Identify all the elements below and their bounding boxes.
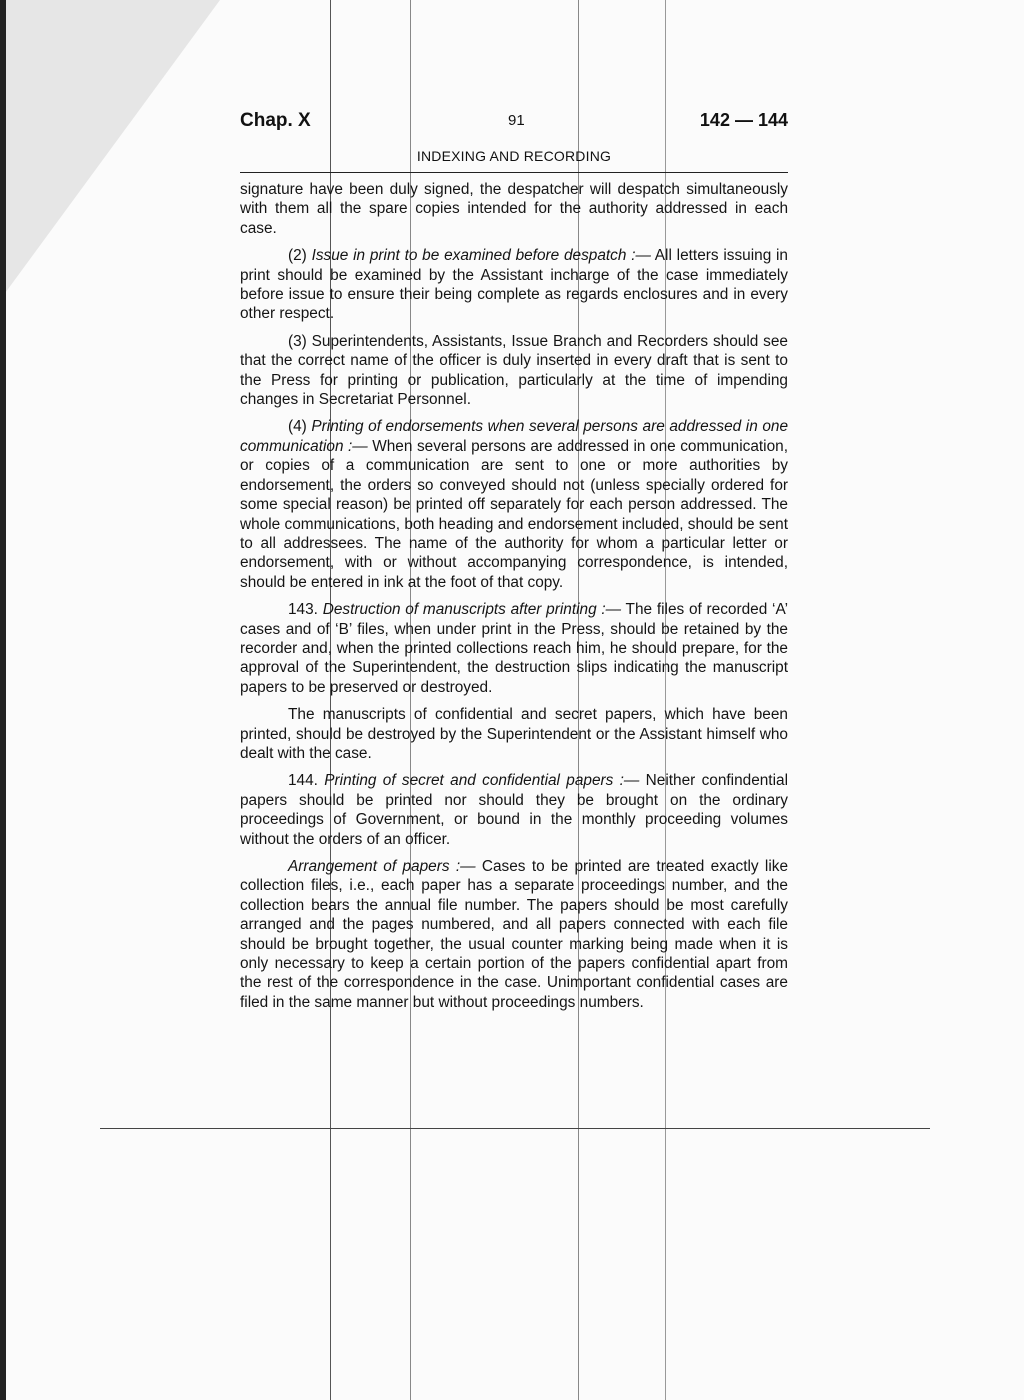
paragraph: Arrangement of papers :— Cases to be printed are treated exactly like collection files, i.e., each paper has a separate proceedings number, and the collection bears the annual file number. The papers should be most carefully arranged and the pages numbered, and all papers connected with each file should be brought together, the usual counter marking being made when it is only necessary to keep a certain portion of the papers confidential apart from the rest of the correspondence in the case. Unimportant confidential cases are filed in the same manner but without proceedings numbers.	[240, 858, 789, 1011]
paragraph-range: 142 — 144	[699, 110, 788, 130]
folded-corner	[0, 0, 220, 300]
header-rule	[240, 172, 788, 173]
paragraph: (2) Issue in print to be examined before despatch :— All letters issuing in print should be examined by the Assistant incharge of the case immediately before issue to ensure their being complete as regards enclosures and in every other respect.	[240, 247, 788, 323]
paragraph: signature have been duly signed, the despatcher will despatch simultaneously with them all the spare copies intended for the authority addressed in each case.	[240, 181, 788, 237]
paragraph: 143. Destruction of manuscripts after printing :— The files of recorded ‘A’ cases and of ‘B’ files, when under print in the Press, should be retained by the recorder and, when the printed collections reach him, he should prepare, for the approval of the Superintendent, the destruction slips indicating the manuscript papers to be preserved or destroyed.	[240, 601, 788, 696]
document-body	[240, 180, 788, 1020]
paragraph: 144. Printing of secret and confidential papers :— Neither confindential papers should be printed nor should they be brought on the ordinary proceedings of Government, or bound in the monthly proceeding volumes without the orders of an officer.	[240, 772, 788, 848]
paragraph: (3) Superintendents, Assistants, Issue Branch and Recorders should see that the correct name of the officer is duly inserted in every draft that is sent to the Press for printing or publication, particularly at the time of impending changes in Secretariat Personnel.	[240, 332, 788, 409]
paragraph: The manuscripts of confidential and secret papers, which have been printed, should be destroyed by the Superintendent or the Assistant himself who dealt with the case.	[240, 706, 788, 762]
section-title: INDEXING AND RECORDING	[416, 148, 612, 164]
crease-line	[100, 1128, 930, 1129]
page-number: 91	[508, 112, 525, 129]
chapter-label: Chap. X	[240, 110, 311, 131]
paragraph: (4) Printing of endorsements when several persons are addressed in one communication :— When several persons are addressed in one communication, or copies of a communication are sent to one or more authorities by endorsement, the orders so conveyed should not (unless specially ordered for some special reason) be printed off separately for each person addressed. The whole communications, both heading and endorsement included, should be sent to all addressees. The name of the authority for whom a particular letter or endorsement, with or without accompanying correspondence, is intended, should be entered in ink at the foot of that copy.	[240, 418, 789, 591]
page-header	[240, 110, 788, 140]
scan-edge	[0, 0, 6, 1400]
